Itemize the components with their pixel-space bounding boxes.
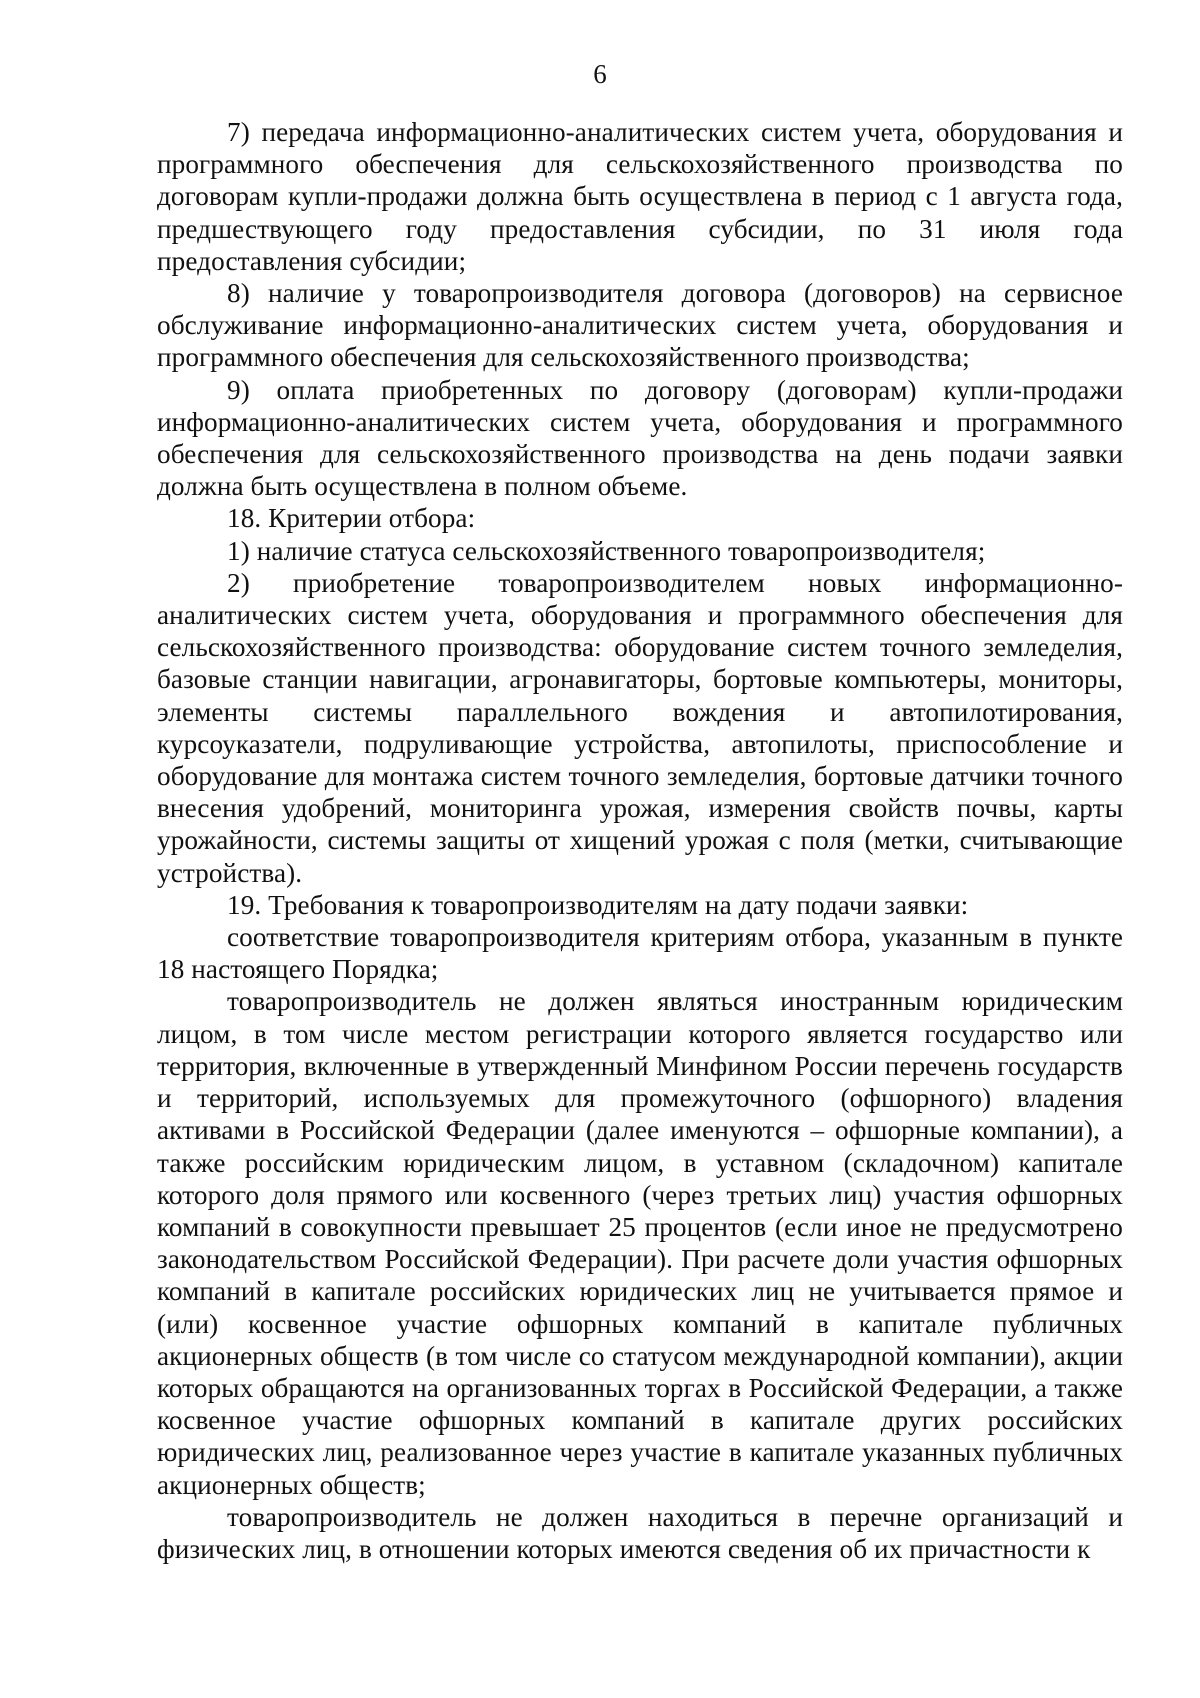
criterion-item-2: 2) приобретение товаропроизводителем новых информационно-аналитических систем учета, оборудования и программного обеспечения для сельскохозяйственного производства: оборудование систем точного земледелия, базовые станции навигации, агронавигаторы, бортовые компьютеры, мониторы, элементы системы параллельного вождения и автопилотирования, курсоуказатели, подруливающие устройства, автопилоты, приспособление и оборудование для монтажа систем точного земледелия, бортовые датчики точного внесения удобрений, мониторинга урожая, измерения свойств почвы, карты урожайности, системы защиты от хищений урожая с поля (метки, считывающие устройства). — [157, 567, 1123, 888]
page-number: 6 — [593, 59, 607, 89]
paragraph-item-7: 7) передача информационно-аналитических систем учета, оборудования и программного обеспечения для сельскохозяйственного производства по договорам купли-продажи должна быть осуществлена в период с 1 августа года, предшествующего году предоставления субсидии, по 31 июля года предоставления субсидии; — [157, 117, 1123, 276]
requirement-offshore-restriction: товаропроизводитель не должен являться иностранным юридическим лицом, в том числе местом регистрации которого является государство или территория, включенные в утвержденный Минфином России перечень государств и территорий, используемых для промежуточного (офшорного) владения активами в Российской Федерации (далее именуются – офшорные компании), а также российским юридическим лицом, в уставном (складочном) капитале которого доля прямого или косвенного (через третьих лиц) участия офшорных компаний в совокупности превышает 25 процентов (если иное не предусмотрено законодательством Российской Федерации). При расчете доли участия офшорных компаний в капитале российских юридических лиц не учитывается прямое и (или) косвенное участие офшорных компаний в капитале публичных акционерных обществ (в том числе со статусом международной компании), акции которых обращаются на организованных торгах в Российской Федерации, а также косвенное участие офшорных компаний в капитале других российских юридических лиц, реализованное через участие в капитале указанных публичных акционерных обществ; — [157, 986, 1123, 1500]
section-heading-18: 18. Критерии отбора: — [227, 503, 476, 534]
criterion-item-1: 1) наличие статуса сельскохозяйственного товаропроизводителя; — [227, 535, 986, 566]
paragraph-item-8: 8) наличие у товаропроизводителя договора (договоров) на сервисное обслуживание информационно-аналитических систем учета, оборудования и программного обеспечения для сельскохозяйственного производства; — [157, 278, 1123, 373]
paragraph-item-9: 9) оплата приобретенных по договору (договорам) купли-продажи информационно-аналитических систем учета, оборудования и программного обеспечения для сельскохозяйственного производства на день подачи заявки должна быть осуществлена в полном объеме. — [157, 374, 1123, 502]
section-heading-19: 19. Требования к товаропроизводителям на дату подачи заявки: — [227, 889, 969, 920]
document-body — [157, 116, 1123, 1565]
requirement-list-exclusion: товаропроизводитель не должен находиться в перечне организаций и физических лиц, в отношении которых имеются сведения об их причастности к — [157, 1501, 1123, 1564]
requirement-criteria-compliance: соответствие товаропроизводителя критериям отбора, указанным в пункте 18 настоящего Порядка; — [157, 922, 1123, 985]
